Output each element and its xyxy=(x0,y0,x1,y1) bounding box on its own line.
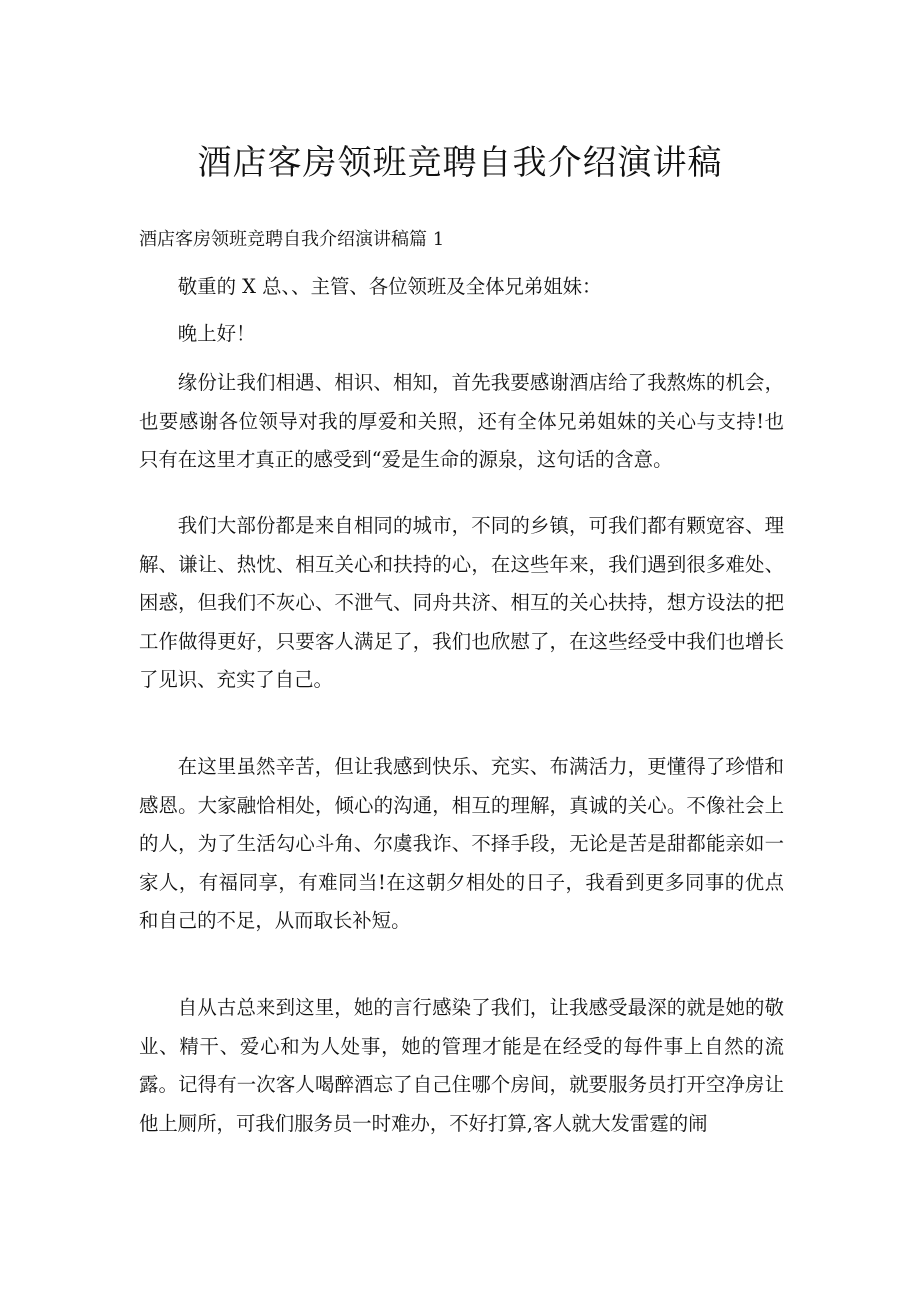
salutation-paragraph: 敬重的 X 总、、主管、各位领班及全体兄弟姐妹： xyxy=(177,275,602,298)
section-heading: 酒店客房领班竞聘自我介绍演讲稿篇 1 xyxy=(139,229,445,250)
greeting-paragraph: 晚上好！ xyxy=(177,322,256,345)
body-paragraph: 自从古总来到这里，她的言行感染了我们，让我感受最深的就是她的敬业、精干、爱心和为人处事，她的管理才能是在经受的每件事上自然的流露。记得有一次客人喝醉酒忘了自己住哪个房间，就要服务员打开空净房让他上厕所，可我们服务员一时难办，不好打算,客人就大发雷霆的闹 xyxy=(139,996,784,1135)
body-paragraph: 我们大部份都是来自相同的城市，不同的乡镇，可我们都有颗宽容、理解、谦让、热忱、相互关心和扶持的心，在这些年来，我们遇到很多难处、困惑，但我们不灰心、不泄气、同舟共济、相互的关心扶持，想方设法的把工作做得更好，只要客人满足了，我们也欣慰了，在这些经受中我们也增长了见识、充实了自己。 xyxy=(139,514,784,691)
document-title: 酒店客房领班竞聘自我介绍演讲稿 xyxy=(197,143,723,183)
body-paragraph: 缘份让我们相遇、相识、相知，首先我要感谢酒店给了我熬炼的机会，也要感谢各位领导对我的厚爱和关照，还有全体兄弟姐妹的关心与支持!也只有在这里才真正的感受到“爱是生命的源泉，这句话的含意。 xyxy=(139,371,784,471)
body-paragraph: 在这里虽然辛苦，但让我感到快乐、充实、布满活力，更懂得了珍惜和感恩。大家融恰相处，倾心的沟通，相互的理解，真诚的关心。不像社会上的人，为了生活勾心斗角、尔虞我诈、不择手段，无论是苦是甜都能亲如一家人，有福同享，有难同当!在这朝夕相处的日子，我看到更多同事的优点和自己的不足，从而取长补短。 xyxy=(139,755,784,932)
